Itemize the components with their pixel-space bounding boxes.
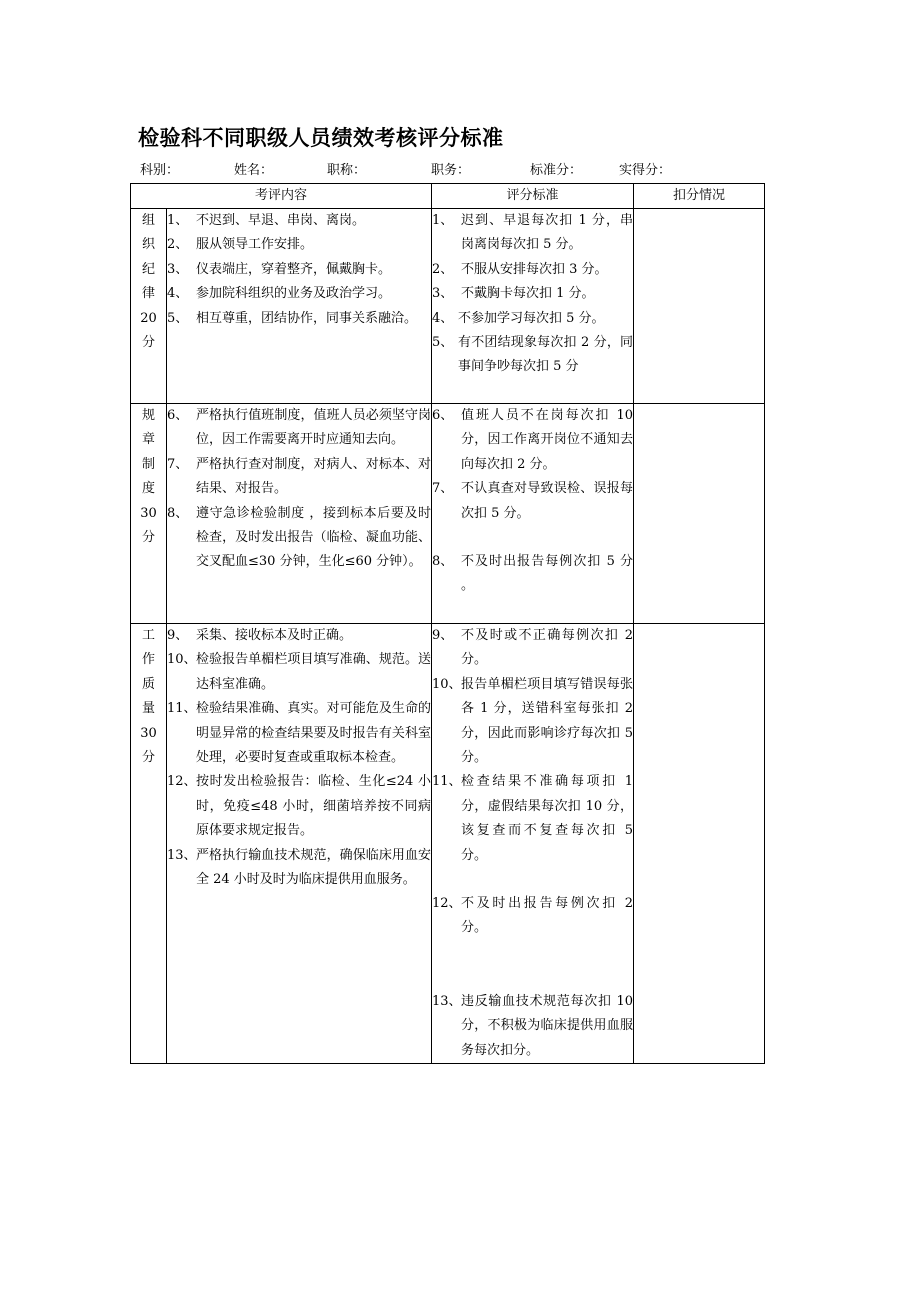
- criteria-item: 3、 不戴胸卡每次扣 1 分。: [432, 286, 595, 302]
- content-item: 9、 采集、接收标本及时正确。: [167, 628, 353, 643]
- category-char: 30: [140, 725, 157, 741]
- category-char: 规: [141, 408, 155, 423]
- dept-label: 科别：: [140, 163, 180, 178]
- criteria-cell: [432, 209, 634, 404]
- criteria-item: 12、 不及时出报告每例次扣 2 分。: [432, 896, 634, 936]
- criteria-cell: [432, 624, 634, 1064]
- content-item: 2、 服从领导工作安排。: [167, 237, 314, 253]
- header-criteria: 评分标准: [432, 184, 634, 209]
- criteria-item: 7、 不认真查对导致误检、误报每次扣 5 分。: [432, 481, 634, 521]
- content-item: 12、 按时发出检验报告：临检、生化≤24 小时，免疫≤48 小时，细菌培养按不同病原体要求规定报告。: [167, 774, 432, 839]
- title-rank-label: 职称：: [327, 163, 367, 178]
- criteria-item: 10、 报告单楣栏项目填写错误每张各 1 分，送错科室每张扣 2 分，因此而影响诊疗每次扣 5 分。: [432, 676, 634, 766]
- header-row: [131, 184, 765, 209]
- criteria-item: 4、 不参加学习每次扣 5 分。: [432, 310, 605, 326]
- category-char: 度: [141, 481, 155, 497]
- header-deduction: 扣分情况: [634, 184, 765, 209]
- category-char: 纪: [141, 261, 155, 277]
- content-item: 8、 遵守急诊检验制度 ，接到标本后要及时检查，及时发出报告（临检、凝血功能、交叉配血≤30 分钟，生化≤60 分钟）。: [167, 505, 432, 570]
- criteria-item: 11、 检查结果不准确每项扣 1 分，虚假结果每次扣 10 分，该复查而不复查每次扣 5 分。: [432, 774, 634, 863]
- criteria-item: 13、 违反输血技术规范每次扣 10 分，不积极为临床提供用血服务每次扣分。: [432, 993, 634, 1058]
- content-item: 5、 相互尊重，团结协作，同事关系融洽。: [167, 310, 418, 326]
- table-row: [131, 209, 765, 404]
- category-char: 分: [141, 750, 155, 766]
- content-item: 4、 参加院科组织的业务及政治学习。: [167, 286, 392, 302]
- category-char: 质: [141, 676, 155, 692]
- table-row: [131, 624, 765, 1064]
- category-char: 律: [141, 286, 155, 302]
- content-item: 7、 严格执行查对制度，对病人、对标本、对结果、对报告。: [167, 456, 432, 497]
- category-char: 织: [141, 237, 155, 253]
- category-cell: [131, 624, 167, 1064]
- content-item: 11、 检验结果准确、真实。对可能危及生命的明显异常的检查结果要及时报告有关科室处理，必要时复查或重取标本检查。: [167, 701, 432, 766]
- criteria-item: 1、 迟到、早退每次扣 1 分，串岗离岗每次扣 5 分。: [432, 213, 634, 253]
- content-item: 1、 不迟到、早退、串岗、离岗。: [167, 213, 366, 228]
- deduction-cell[interactable]: [634, 404, 765, 624]
- criteria-item: 6、 值班人员不在岗每次扣 10 分，因工作离开岗位不通知去向每次扣 2 分。: [432, 408, 634, 472]
- deduction-cell[interactable]: [634, 209, 765, 404]
- position-label: 职务：: [431, 163, 471, 178]
- criteria-cell: [432, 404, 634, 624]
- criteria-item: 8、 不及时出报告每例次扣 5 分 。: [432, 554, 634, 594]
- category-char: 20: [140, 310, 157, 326]
- category-char: 30: [140, 505, 157, 521]
- name-label: 姓名：: [234, 163, 274, 178]
- table-row: [131, 404, 765, 624]
- category-char: 作: [141, 652, 155, 668]
- content-item: 6、 严格执行值班制度，值班人员必须坚守岗位，因工作需要离开时应通知去向。: [167, 408, 432, 448]
- content-cell: [167, 404, 432, 624]
- content-item: 13、 严格执行输血技术规范，确保临床用血安全 24 小时及时为临床提供用血服务。: [167, 847, 432, 888]
- content-cell: [167, 624, 432, 1064]
- header-content: 考评内容: [131, 184, 432, 209]
- category-char: 制: [141, 456, 155, 472]
- criteria-item: 5、 有不团结现象每次扣 2 分，同事间争吵每次扣 5 分: [432, 335, 634, 375]
- category-char: 组: [141, 213, 155, 228]
- category-cell: [131, 209, 167, 404]
- content-item: 10、 检验报告单楣栏项目填写准确、规范。送达科室准确。: [167, 652, 432, 692]
- standard-score-label: 标准分：: [530, 163, 583, 178]
- category-char: 分: [141, 335, 155, 351]
- category-char: 章: [141, 432, 155, 448]
- category-cell: [131, 404, 167, 624]
- criteria-item: 9、 不及时或不正确每例次扣 2 分。: [432, 628, 634, 668]
- deduction-cell[interactable]: [634, 624, 765, 1064]
- category-char: 量: [141, 701, 155, 717]
- assessment-table: [130, 183, 765, 1064]
- content-item: 3、 仪表端庄，穿着整齐，佩戴胸卡。: [167, 261, 392, 277]
- category-char: 工: [141, 628, 155, 643]
- criteria-item: 2、 不服从安排每次扣 3 分。: [432, 261, 608, 277]
- category-char: 分: [141, 530, 155, 546]
- actual-score-label: 实得分：: [619, 163, 672, 178]
- content-cell: [167, 209, 432, 404]
- page-title: 检验科不同职级人员绩效考核评分标准: [138, 126, 504, 150]
